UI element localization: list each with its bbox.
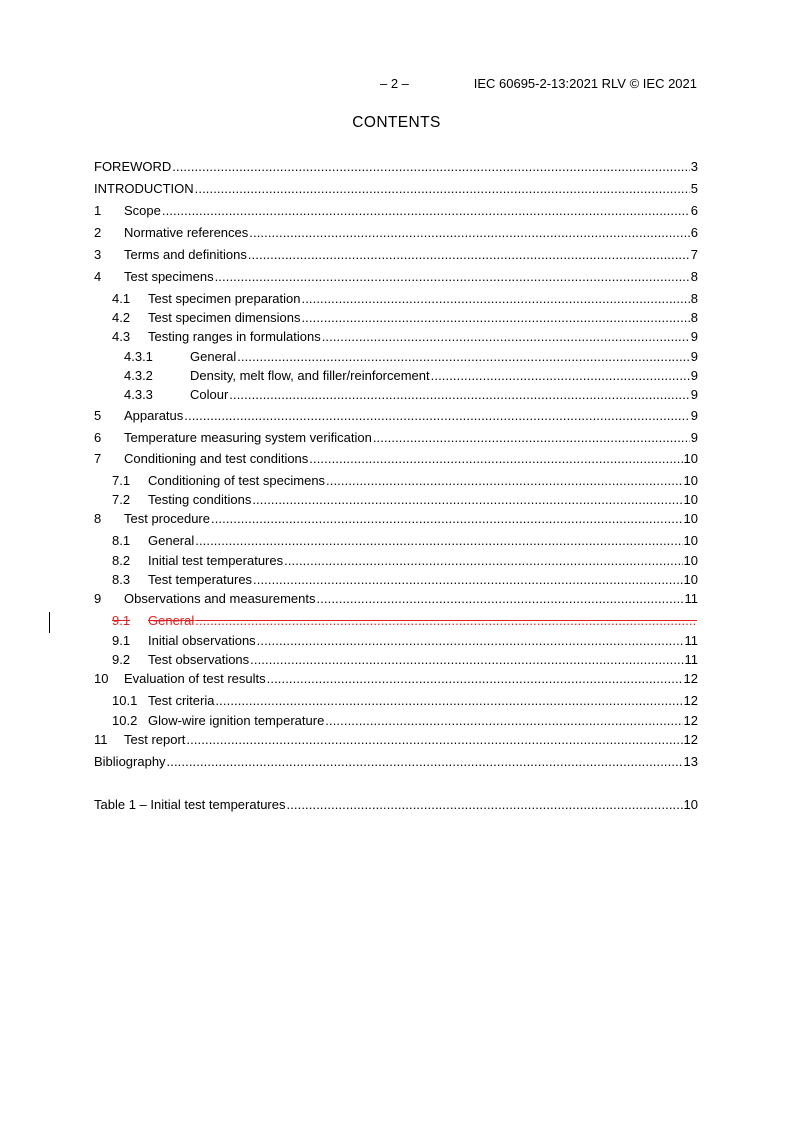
toc-entry-page: 9	[690, 408, 698, 423]
toc-entry[interactable]	[94, 328, 698, 345]
toc-entry-page: 12	[683, 693, 698, 708]
toc-entry-page: 11	[684, 633, 698, 648]
dot-leader	[195, 613, 697, 629]
toc-entry-page: 3	[690, 159, 698, 174]
toc-entry-title: Test specimens	[124, 269, 214, 284]
toc-entry-number: 4.3.1	[124, 349, 153, 364]
toc-entry[interactable]	[94, 731, 698, 748]
toc-entry-number: 7	[94, 451, 102, 466]
toc-entry[interactable]	[94, 491, 698, 508]
toc-entry-title: Bibliography	[94, 754, 166, 769]
dot-leader	[195, 533, 682, 549]
toc-entry-page: 9	[690, 368, 698, 383]
toc-entry-title: FOREWORD	[94, 159, 172, 174]
toc-entry-page: 13	[683, 754, 698, 769]
toc-entry-title: Test procedure	[124, 511, 210, 526]
toc-entry-number: 4.3	[112, 329, 131, 344]
toc-entry-page: 8	[690, 291, 698, 306]
toc-entry-number: 5	[94, 408, 102, 423]
toc-entry-page: 10	[683, 553, 698, 568]
change-bar	[49, 612, 50, 633]
toc-entry-number: 4	[94, 269, 102, 284]
toc-entry-number: 4.1	[112, 291, 131, 306]
toc-entry[interactable]	[94, 348, 698, 365]
toc-entry[interactable]	[94, 367, 698, 384]
toc-entry-page: 10	[683, 572, 698, 587]
toc-entry-title: General	[148, 533, 195, 548]
toc-entry-page: 12	[683, 732, 698, 747]
toc-entry[interactable]	[94, 571, 698, 588]
dot-leader	[301, 291, 689, 307]
toc-entry[interactable]	[94, 532, 698, 549]
dot-leader	[252, 492, 682, 508]
dot-leader	[284, 553, 682, 569]
toc-entry-title: Test observations	[148, 652, 250, 667]
toc-entry-title: Test specimen dimensions	[148, 310, 301, 325]
page-number: – 2 –	[380, 76, 409, 91]
toc-entry[interactable]	[94, 552, 698, 569]
dot-leader	[316, 591, 683, 607]
toc-entry-number: 8.2	[112, 553, 131, 568]
dot-leader	[215, 269, 690, 285]
toc-entry[interactable]	[94, 632, 698, 649]
toc-entry-title: Testing conditions	[148, 492, 252, 507]
toc-entry-title: Scope	[124, 203, 161, 218]
toc-entry-number: 9	[94, 591, 102, 606]
toc-entry-page: 9	[690, 387, 698, 402]
dot-leader	[267, 671, 683, 687]
toc-entry-page: 9	[690, 329, 698, 344]
toc-entry-title: Temperature measuring system verification	[124, 430, 372, 445]
toc-entry-page: 8	[690, 269, 698, 284]
dot-leader	[322, 329, 690, 345]
dot-leader	[301, 310, 689, 326]
toc-entry-page: 11	[684, 652, 698, 667]
toc-entry-title: Test specimen preparation	[148, 291, 301, 306]
dot-leader	[373, 430, 690, 446]
toc-entry[interactable]	[94, 246, 698, 263]
toc-entry-page: 12	[683, 671, 698, 686]
toc-entry-number: 4.2	[112, 310, 131, 325]
toc-entry-page: 10	[683, 533, 698, 548]
toc-entry-page: 12	[683, 713, 698, 728]
toc-entry-page: 9	[690, 430, 698, 445]
toc-entry-number: 1	[94, 203, 102, 218]
toc-entry-title: INTRODUCTION	[94, 181, 194, 196]
dot-leader	[250, 652, 683, 668]
toc-entry-number: 11	[94, 732, 108, 747]
toc-entry[interactable]	[94, 712, 698, 729]
toc-entry[interactable]	[94, 692, 698, 709]
toc-entry[interactable]	[94, 472, 698, 489]
toc-entry[interactable]	[94, 753, 698, 770]
toc-entry-page: 8	[690, 310, 698, 325]
toc-entry-title: Testing ranges in formulations	[148, 329, 321, 344]
toc-entry[interactable]	[94, 268, 698, 285]
toc-entry-title: Initial test temperatures	[148, 553, 284, 568]
toc-entry[interactable]	[94, 510, 698, 527]
toc-entry-title: Test criteria	[148, 693, 215, 708]
document-reference: IEC 60695-2-13:2021 RLV © IEC 2021	[473, 76, 697, 91]
dot-leader	[215, 693, 682, 709]
toc-entry-number: 9.1	[112, 633, 131, 648]
dot-leader	[325, 713, 682, 729]
toc-entry-number: 10	[94, 671, 109, 686]
dot-leader	[195, 181, 690, 197]
toc-entry-page: 11	[684, 591, 698, 606]
toc-entry-number: 9.2	[112, 652, 131, 667]
toc-entry-title: Conditioning and test conditions	[124, 451, 309, 466]
toc-entry-number: 2	[94, 225, 102, 240]
dot-leader	[248, 247, 690, 263]
toc-entry-title: Observations and measurements	[124, 591, 316, 606]
toc-entry-number: 10.1	[112, 693, 138, 708]
toc-entry[interactable]	[94, 180, 698, 197]
toc-entry-title: Table 1 – Initial test temperatures	[94, 797, 286, 812]
toc-entry-deleted[interactable]	[94, 612, 698, 629]
toc-entry-title: Normative references	[124, 225, 249, 240]
toc-entry[interactable]	[94, 429, 698, 446]
toc-entry-title: Initial observations	[148, 633, 256, 648]
dot-leader	[257, 633, 684, 649]
toc-entry-page: 10	[683, 511, 698, 526]
toc-entry-number: 3	[94, 247, 102, 262]
dot-leader	[431, 368, 690, 384]
dot-leader	[211, 511, 683, 527]
toc-entry-page: 7	[690, 247, 698, 262]
dot-leader	[229, 387, 689, 403]
list-of-tables-entry[interactable]	[94, 796, 698, 813]
toc-entry[interactable]	[94, 670, 698, 687]
toc-entry-page: 9	[690, 349, 698, 364]
toc-entry-title: Density, melt flow, and filler/reinforcement	[190, 368, 430, 383]
dot-leader	[237, 349, 690, 365]
toc-entry-number: 8.3	[112, 572, 131, 587]
toc-entry-title: General	[190, 349, 237, 364]
toc-entry[interactable]	[94, 202, 698, 219]
toc-entry-page: 10	[683, 451, 698, 466]
toc-entry[interactable]	[94, 407, 698, 424]
dot-leader	[326, 473, 682, 489]
dot-leader	[287, 797, 683, 813]
toc-entry-number: 8	[94, 511, 102, 526]
toc-entry-title: Apparatus	[124, 408, 184, 423]
toc-entry-number: 7.1	[112, 473, 131, 488]
dot-leader	[309, 451, 682, 467]
page-title: CONTENTS	[352, 114, 441, 131]
toc-entry-number: 4.3.3	[124, 387, 153, 402]
toc-entry-number: 4.3.2	[124, 368, 153, 383]
dot-leader	[172, 159, 689, 175]
toc-entry-title: Evaluation of test results	[124, 671, 266, 686]
toc-entry-page: 5	[690, 181, 698, 196]
toc-entry[interactable]	[94, 386, 698, 403]
dot-leader	[249, 225, 689, 241]
toc-entry-page: 6	[690, 203, 698, 218]
dot-leader	[184, 408, 690, 424]
toc-entry-page: 10	[683, 473, 698, 488]
toc-entry-title: Conditioning of test specimens	[148, 473, 326, 488]
dot-leader	[162, 203, 690, 219]
toc-entry[interactable]	[94, 158, 698, 175]
dot-leader	[167, 754, 683, 770]
toc-entry-page: 6	[690, 225, 698, 240]
toc-entry-page: 10	[683, 797, 698, 812]
toc-entry-number: 7.2	[112, 492, 131, 507]
toc-entry[interactable]	[94, 290, 698, 307]
toc-entry-title: General	[148, 613, 195, 628]
toc-entry-title: Test temperatures	[148, 572, 253, 587]
toc-entry[interactable]	[94, 651, 698, 668]
toc-entry-number: 8.1	[112, 533, 131, 548]
dot-leader	[186, 732, 682, 748]
toc-entry[interactable]	[94, 450, 698, 467]
dot-leader	[253, 572, 682, 588]
toc-entry-title: Colour	[190, 387, 229, 402]
toc-entry-title: Terms and definitions	[124, 247, 247, 262]
toc-entry-page: 10	[683, 492, 698, 507]
toc-entry-number: 10.2	[112, 713, 138, 728]
toc-entry-title: Glow-wire ignition temperature	[148, 713, 325, 728]
toc-entry-number: 9.1	[112, 613, 131, 628]
toc-entry-title: Test report	[124, 732, 186, 747]
toc-entry-number: 6	[94, 430, 102, 445]
toc-entry[interactable]	[94, 590, 698, 607]
toc-entry[interactable]	[94, 309, 698, 326]
toc-entry[interactable]	[94, 224, 698, 241]
